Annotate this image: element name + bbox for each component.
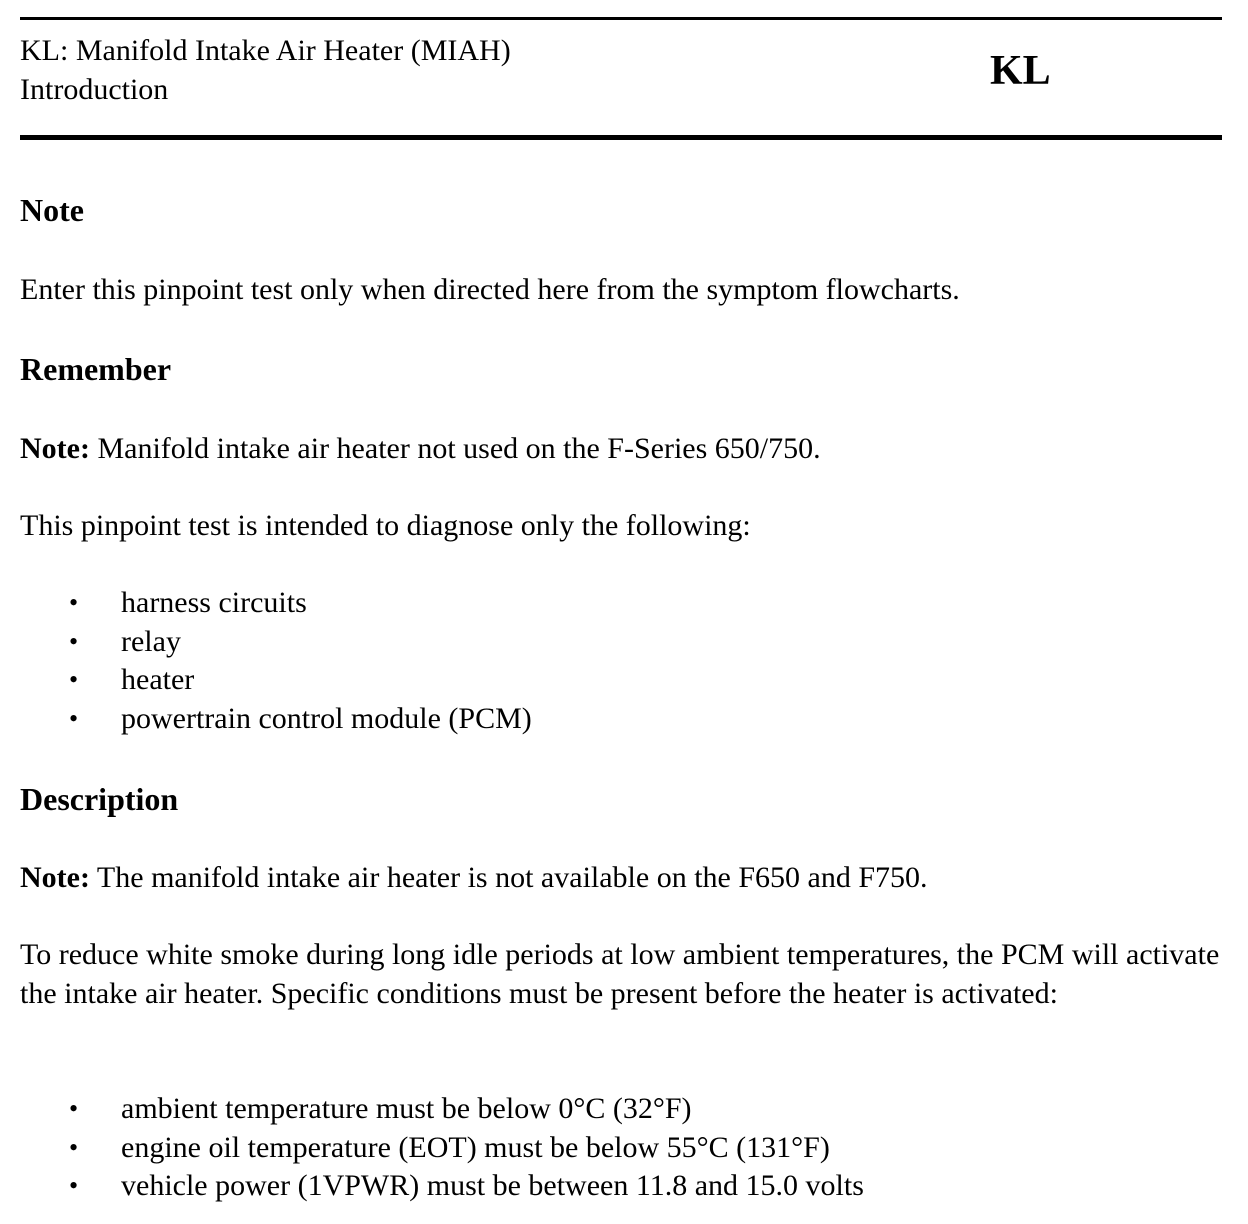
list-item: • engine oil temperature (EOT) must be below 55°C (131°F): [0, 1129, 1248, 1168]
note-text: Enter this pinpoint test only when directed here from the symptom flowcharts.: [20, 273, 960, 306]
note-label: Note:: [20, 432, 90, 465]
bullet-icon: •: [69, 1171, 79, 1200]
bullet-icon: •: [69, 626, 79, 656]
section-code: KL: [990, 48, 1051, 94]
list-item: • heater: [0, 661, 1248, 700]
description-note-text: The manifold intake air heater is not available on the F650 and F750.: [89, 861, 928, 894]
note-heading: Note: [20, 192, 84, 228]
bullet-icon: •: [69, 703, 79, 733]
bullet-icon: •: [69, 1094, 79, 1123]
remember-note: [20, 430, 1228, 469]
list-item: • relay: [0, 623, 1248, 662]
list-item: • vehicle power (1VPWR) must be between 11.8 and 15.0 volts: [0, 1167, 1248, 1206]
list-item: • harness circuits: [0, 584, 1248, 623]
description-heading: Description: [20, 781, 179, 817]
bullet-icon: •: [69, 588, 79, 617]
description-paragraph: To reduce white smoke during long idle periods at low ambient temperatures, the PCM will activate the intake air heater. Specific conditions must be present before the heater is activated:: [20, 938, 1220, 1010]
remember-heading: Remember: [20, 351, 172, 387]
bullet-icon: •: [69, 1132, 79, 1162]
document-subtitle: Introduction: [20, 73, 169, 106]
list-item: • ambient temperature must be below 0°C (32°F): [0, 1090, 1248, 1129]
description-note: [20, 859, 1228, 898]
remember-intro: This pinpoint test is intended to diagnose only the following:: [20, 509, 751, 542]
list-item: • powertrain control module (PCM): [0, 700, 1248, 739]
note-label: Note:: [20, 861, 90, 894]
remember-bullet-list: [0, 584, 1248, 738]
header-bottom-rule: [20, 135, 1222, 140]
remember-note-text: Manifold intake air heater not used on the F-Series 650/750.: [89, 432, 821, 465]
description-bullet-list: [0, 1090, 1248, 1206]
bullet-icon: •: [69, 665, 79, 694]
header-top-rule: [20, 17, 1222, 20]
document-title: KL: Manifold Intake Air Heater (MIAH): [20, 34, 511, 67]
